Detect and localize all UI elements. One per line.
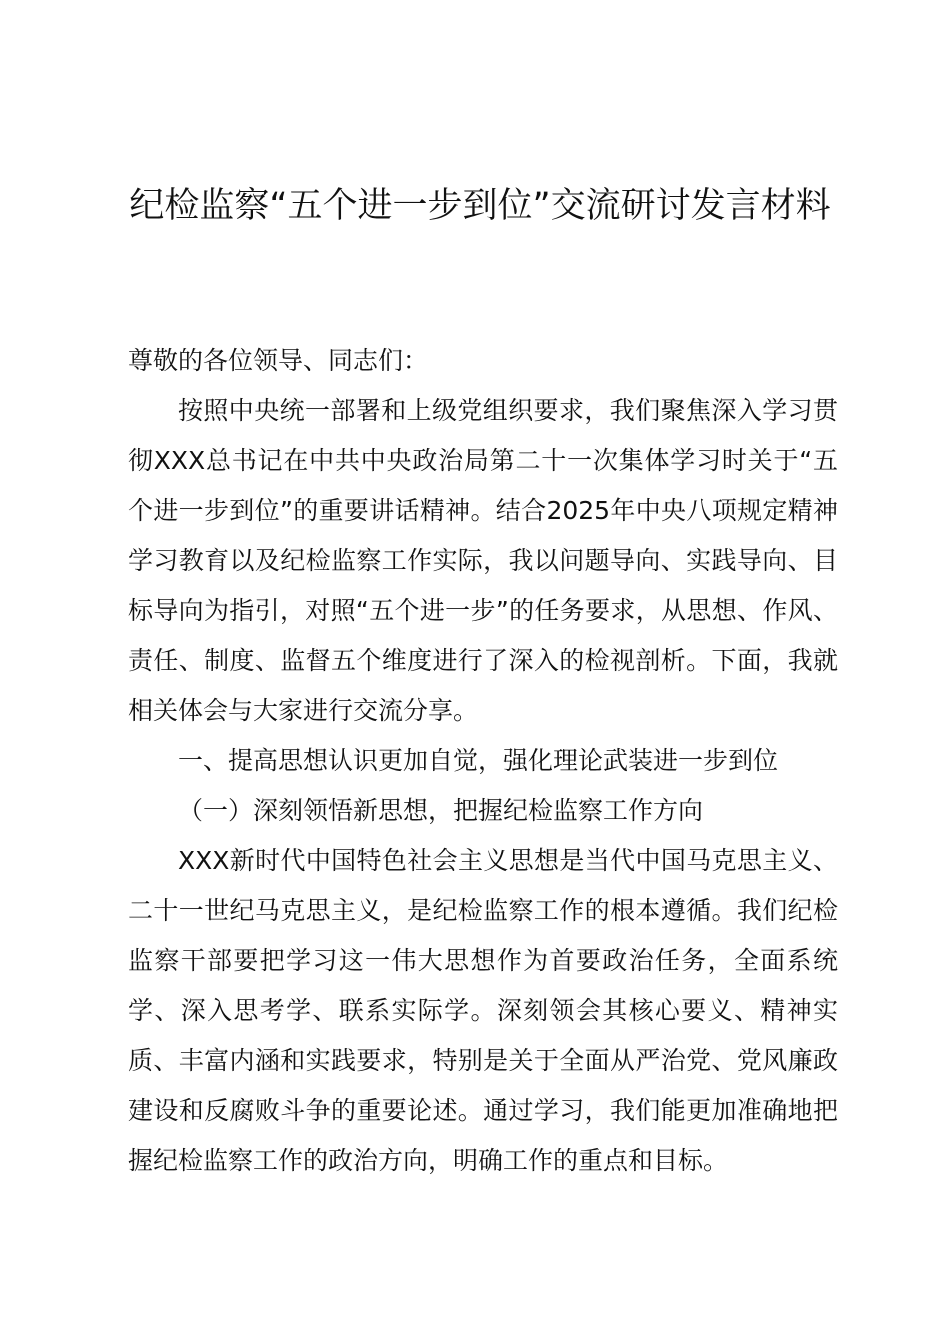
document-title: 纪检监察“五个进一步到位”交流研讨发言材料: [129, 186, 831, 226]
document-body: [128, 336, 838, 1186]
salutation: 尊敬的各位领导、同志们：: [128, 346, 429, 375]
subsection-heading: （一）深刻领悟新思想，把握纪检监察工作方向: [178, 796, 704, 825]
section-heading: 一、提高思想认识更加自觉，强化理论武装进一步到位: [178, 746, 779, 775]
intro-paragraph: 按照中央统一部署和上级党组织要求，我们聚焦深入学习贯彻XXX总书记在中共中央政治局第二十一次集体学习时关于“五个进一步到位”的重要讲话精神。结合2025年中央八项规定精神学习教育以及纪检监察工作实际，我以问题导向、实践导向、目标导向为指引，对照“五个进一步”的任务要求，从思想、作风、责任、制度、监督五个维度进行了深入的检视剖析。下面，我就相关体会与大家进行交流分享。: [128, 396, 838, 725]
body-paragraph: XXX新时代中国特色社会主义思想是当代中国马克思主义、二十一世纪马克思主义，是纪检监察工作的根本遵循。我们纪检监察干部要把学习这一伟大思想作为首要政治任务，全面系统学、深入思考学、联系实际学。深刻领会其核心要义、精神实质、丰富内涵和实践要求，特别是关于全面从严治党、党风廉政建设和反腐败斗争的重要论述。通过学习，我们能更加准确地把握纪检监察工作的政治方向，明确工作的重点和目标。: [128, 846, 838, 1175]
